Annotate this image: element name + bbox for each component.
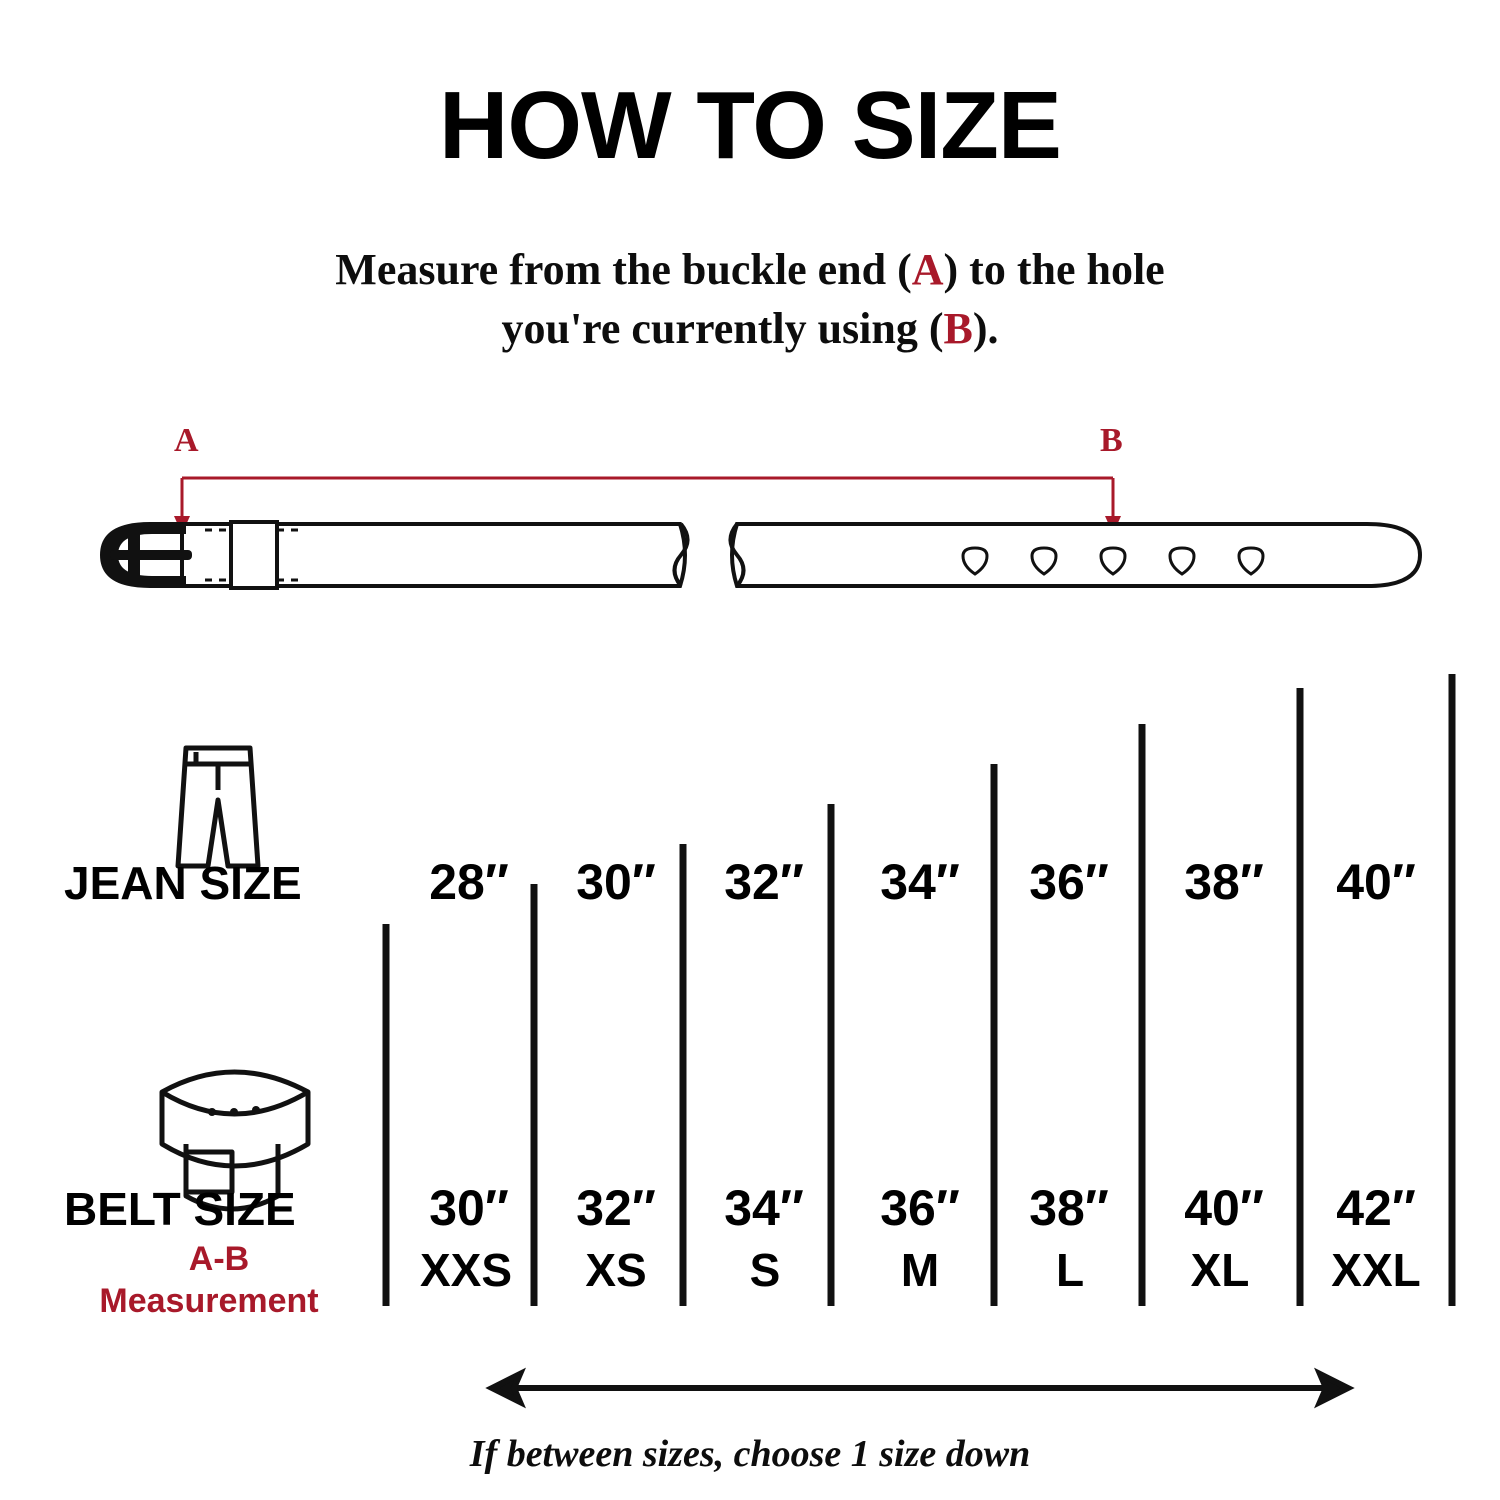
jeans-icon — [178, 748, 258, 866]
subtitle-text-1: Measure from the buckle end ( — [335, 245, 912, 294]
footnote-text: If between sizes, choose 1 size down — [469, 1433, 1031, 1475]
belt-size-cell: 34″ — [724, 1180, 804, 1236]
belt-strap — [182, 524, 1420, 586]
jean-size-cell: 32″ — [724, 854, 804, 910]
size-code-cell: XXL — [1331, 1244, 1421, 1296]
subtitle-text-4: ). — [972, 304, 999, 354]
subtitle-text-2: ) to the hole — [943, 245, 1165, 294]
size-code-cell: XXS — [419, 1244, 513, 1296]
diagram-label-a: A — [174, 422, 199, 459]
belt-size-sub-line2: Measurement — [99, 1282, 319, 1320]
belt-size-cell: 30″ — [429, 1180, 509, 1236]
belt-size-cell: 32″ — [576, 1180, 656, 1236]
belt-size-cell: 42″ — [1336, 1180, 1416, 1236]
belt-buckle — [100, 522, 192, 588]
page-title: HOW TO SIZE — [439, 72, 1061, 179]
size-code-cell: XS — [585, 1244, 647, 1296]
jean-size-cell: 36″ — [1029, 854, 1109, 910]
size-code-cell: L — [1055, 1244, 1085, 1296]
size-table — [0, 660, 1500, 1500]
jean-size-row-label: JEAN SIZE — [64, 857, 302, 909]
subtitle-text-3: you're currently using ( — [501, 304, 944, 354]
jean-size-cell: 40″ — [1336, 854, 1416, 910]
subtitle-letter-a: A — [911, 245, 944, 294]
jean-size-cell: 34″ — [880, 854, 960, 910]
belt-size-cell: 36″ — [880, 1180, 960, 1236]
size-code-cell: M — [900, 1244, 940, 1296]
measurement-arrow — [182, 478, 1113, 522]
belt-diagram — [0, 422, 1500, 660]
page-subtitle — [160, 240, 1340, 359]
size-code-cell: S — [749, 1244, 781, 1296]
size-code-cell: XL — [1190, 1244, 1250, 1296]
belt-size-cell: 38″ — [1029, 1180, 1109, 1236]
jean-size-cell: 38″ — [1184, 854, 1264, 910]
belt-size-sub-line1: A-B — [188, 1240, 250, 1278]
belt-size-row-label: BELT SIZE — [64, 1183, 296, 1235]
size-range-arrow — [492, 1374, 1348, 1402]
jean-size-cell: 30″ — [576, 854, 656, 910]
belt-keeper-loop — [231, 522, 277, 588]
subtitle-letter-b: B — [943, 304, 973, 354]
jean-size-cell: 28″ — [429, 854, 509, 910]
belt-size-cell: 40″ — [1184, 1180, 1264, 1236]
diagram-label-b: B — [1100, 422, 1123, 459]
